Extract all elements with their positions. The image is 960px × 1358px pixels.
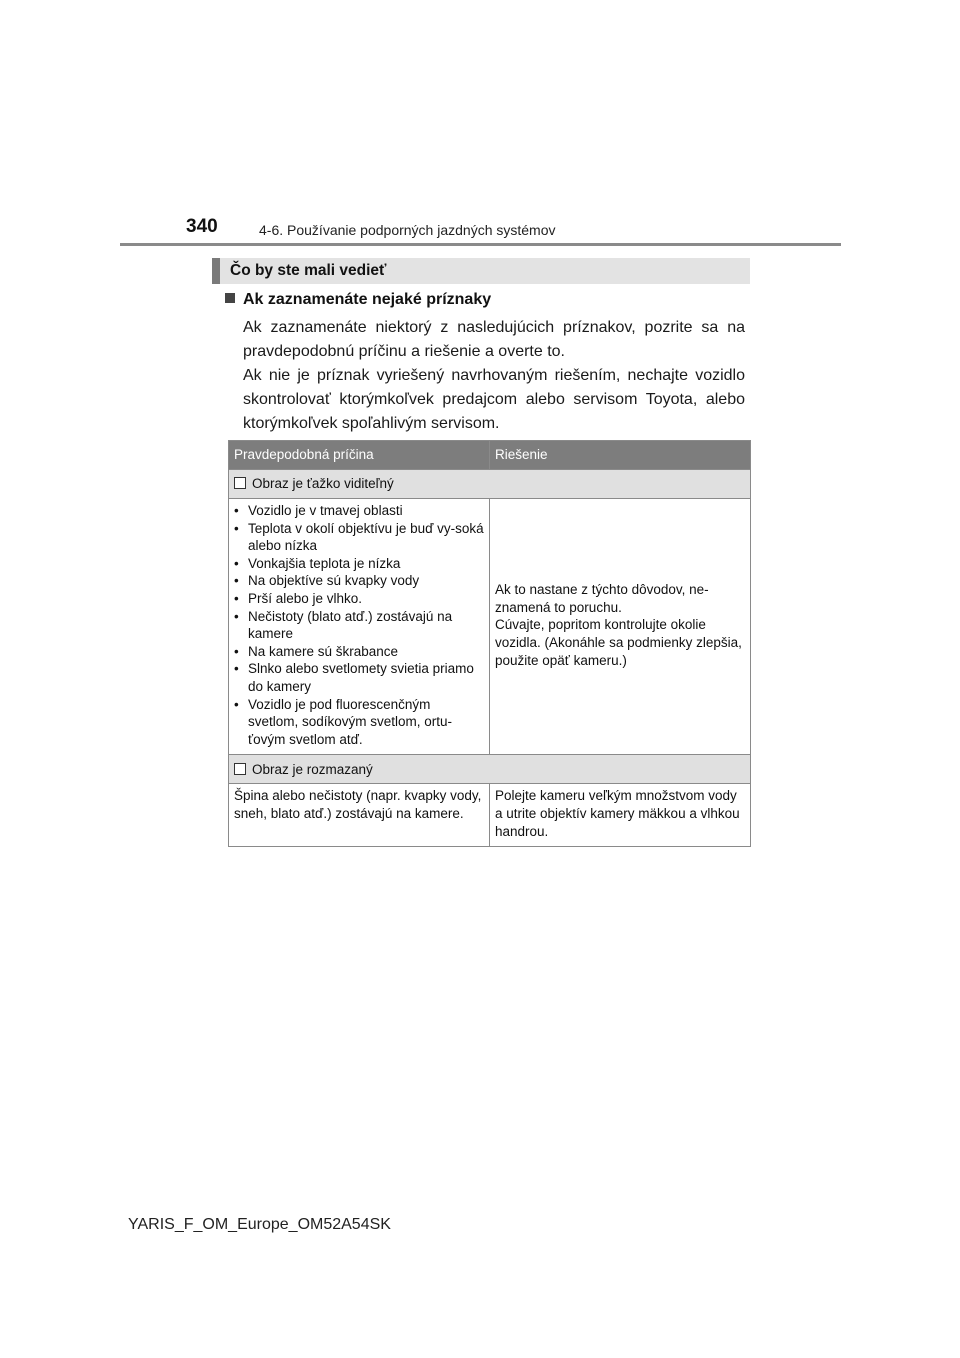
list-item: • Teplota v okolí objektívu je buď vy-soká alebo nízka xyxy=(234,520,484,555)
paragraph-1: Ak zaznamenáte niektorý z nasledujúcich príznakov, pozrite sa na pravdepodobnú príčinu a riešenie a overte to. xyxy=(243,319,745,360)
header-rule xyxy=(120,243,841,246)
cause-list xyxy=(234,502,484,748)
list-item: • Vozidlo je pod fluorescenčným svetlom, sodíkovým svetlom, ortu-ťovým svetlom atď. xyxy=(234,696,484,749)
list-item: • Na kamere sú škrabance xyxy=(234,643,484,661)
paragraph-2: Ak nie je príznak vyriešený navrhovaným riešením, nechajte vozidlo skontrolovať ktorýmkoľvek predajcom alebo servisom Toyota, alebo ktorýmkoľvek spoľahlivým servisom. xyxy=(243,367,745,432)
cause-cell: Špina alebo nečistoty (napr. kvapky vody, sneh, blato atď.) zostávajú na kamere. xyxy=(229,784,490,847)
solution-cell: Ak to nastane z týchto dôvodov, ne-znamená to poruchu. Cúvajte, popritom kontrolujte okolie vozidla. (Akonáhle sa podmienky zlepšia, použite opäť kameru.) xyxy=(490,499,751,755)
header-solution: Riešenie xyxy=(490,441,751,470)
group-cell xyxy=(229,470,751,499)
subheading xyxy=(225,291,491,309)
table-row xyxy=(229,784,751,847)
table-row xyxy=(229,499,751,755)
subheading-text: Ak zaznamenáte nejaké príznaky xyxy=(243,291,492,308)
list-item: • Vonkajšia teplota je nízka xyxy=(234,555,484,573)
list-item: • Vozidlo je v tmavej oblasti xyxy=(234,502,484,520)
page-number: 340 xyxy=(186,216,218,237)
cause-cell xyxy=(229,499,490,755)
group-title: Obraz je ťažko viditeľný xyxy=(252,476,394,492)
group-cell xyxy=(229,755,751,784)
symptom-table xyxy=(228,440,751,847)
group-row xyxy=(229,470,751,499)
list-item: • Prší alebo je vlhko. xyxy=(234,590,484,608)
header-cause: Pravdepodobná príčina xyxy=(229,441,490,470)
chapter-title: 4-6. Používanie podporných jazdných systémov xyxy=(259,222,556,238)
list-item: • Na objektíve sú kvapky vody xyxy=(234,572,484,590)
solution-cell: Polejte kameru veľkým množstvom vody a utrite objektív kamery mäkkou a vlhkou handrou. xyxy=(490,784,751,847)
group-row xyxy=(229,755,751,784)
checkbox-icon xyxy=(234,477,246,489)
square-bullet-icon xyxy=(225,293,235,303)
checkbox-icon xyxy=(234,763,246,775)
section-title-box: Čo by ste mali vedieť xyxy=(212,258,750,284)
table-header-row xyxy=(229,441,751,470)
list-item: • Slnko alebo svetlomety svietia priamo do kamery xyxy=(234,660,484,695)
list-item: • Nečistoty (blato atď.) zostávajú na kamere xyxy=(234,608,484,643)
group-title: Obraz je rozmazaný xyxy=(252,761,373,777)
footer-doc-id: YARIS_F_OM_Europe_OM52A54SK xyxy=(128,1216,391,1233)
